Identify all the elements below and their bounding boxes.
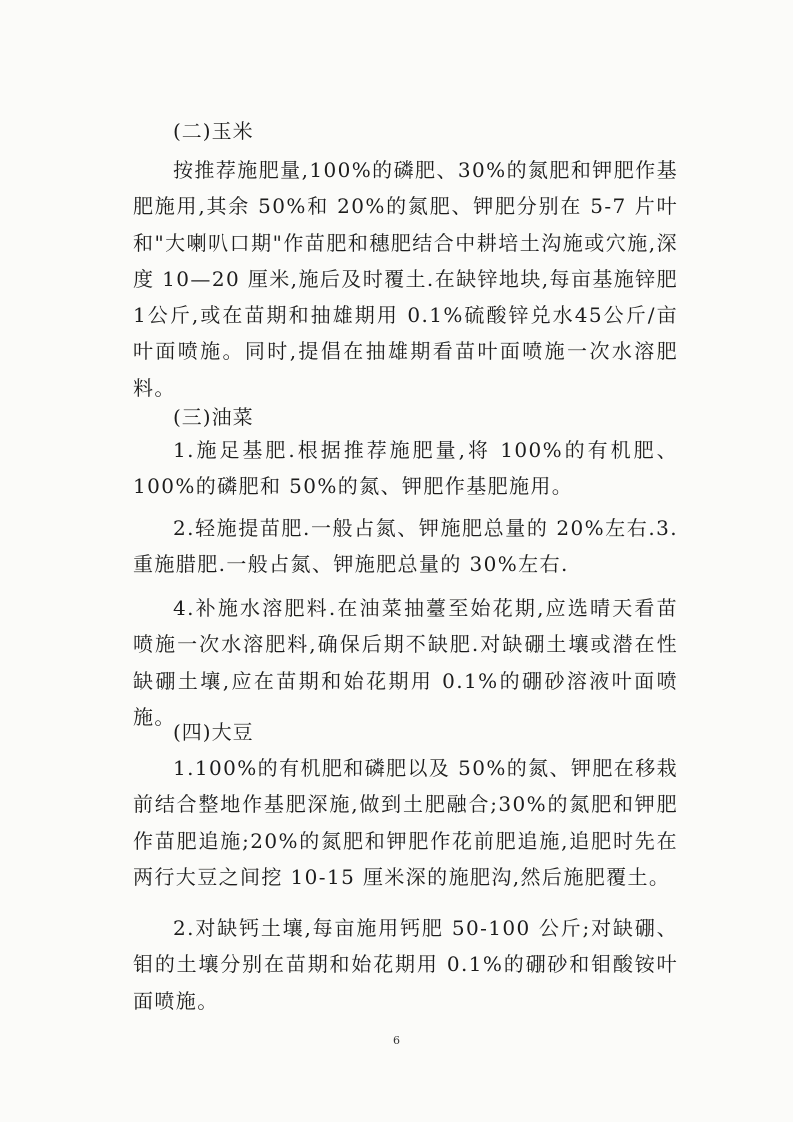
paragraph-corn-fertilization: 按推荐施肥量,100%的磷肥、30%的氮肥和钾肥作基肥施用,其余 50%和 20%的氮肥、钾肥分别在 5-7 片叶和"大喇叭口期"作苗肥和穗肥结合中耕培土沟施或穴施,深度 10—20 厘米,施后及时覆土.在缺锌地块,每亩基施锌肥1公斤,或在苗期和抽雄期用 0.1%硫酸锌兑水45公斤/亩叶面喷施。同时,提倡在抽雄期看苗叶面喷施一次水溶肥料。: [133, 158, 678, 400]
paragraph-rapeseed-seedling-fertilizer: 2.轻施提苗肥.一般占氮、钾施肥总量的 20%左右.3.重施腊肥.一般占氮、钾施肥总量的 30%左右.: [133, 516, 678, 577]
paragraph-soybean-base-fertilizer: 1.100%的有机肥和磷肥以及 50%的氮、钾肥在移栽前结合整地作基肥深施,做到土肥融合;30%的氮肥和钾肥作苗肥追施;20%的氮肥和钾肥作花前肥追施,追肥时先在两行大豆之间挖 10-15 厘米深的施肥沟,然后施肥覆土。: [133, 756, 678, 889]
paragraph-rapeseed-water-soluble: 4.补施水溶肥料.在油菜抽薹至始花期,应选晴天看苗喷施一次水溶肥料,确保后期不缺肥.对缺硼土壤或潜在性缺硼土壤,应在苗期和始花期用 0.1%的硼砂溶液叶面喷施。: [133, 596, 678, 729]
paragraph-rapeseed-base-fertilizer: 1.施足基肥.根据推荐施肥量,将 100%的有机肥、100%的磷肥和 50%的氮、钾肥作基肥施用。: [133, 438, 678, 499]
page-number: 6: [393, 1034, 400, 1047]
section-heading-soybean: (四)大豆: [173, 720, 254, 744]
section-heading-corn: (二)玉米: [173, 119, 254, 143]
paragraph-soybean-calcium-boron: 2.对缺钙土壤,每亩施用钙肥 50-100 公斤;对缺硼、钼的土壤分别在苗期和始花期用 0.1%的硼砂和钼酸铵叶面喷施。: [133, 916, 678, 1013]
section-heading-rapeseed: (三)油菜: [173, 405, 254, 429]
